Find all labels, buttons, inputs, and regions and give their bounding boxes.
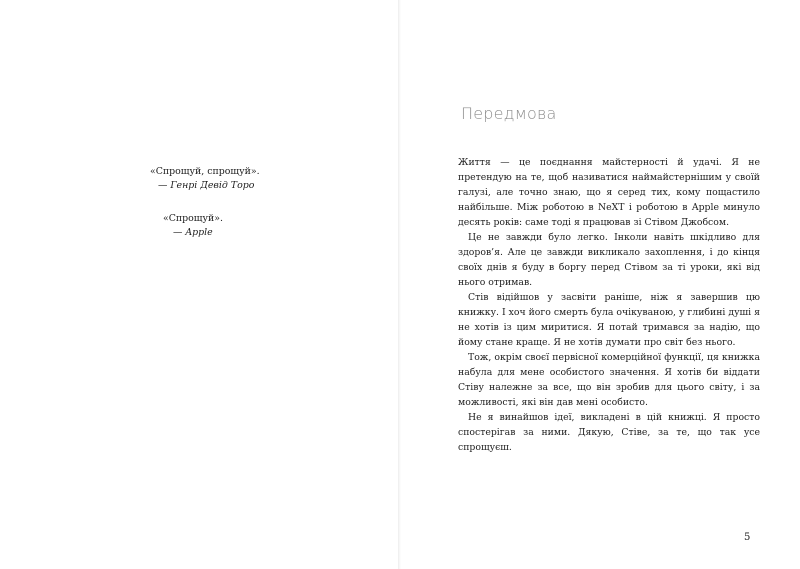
paragraph: Не я винайшов ідеї, викладені в цій книжці. Я просто спостерігав за ними. Дякую, Стіве, за те, що так усе спрощуєш.: [458, 412, 760, 453]
paragraph: Стів відійшов у засвіти раніше, ніж я завершив цю книжку. І хоч його смерть була очікуваною, у глибині душі я не хотів із цим миритися. Я потай тримався за надію, що йому стане краще. Я не хотів думати про світ без нього.: [458, 292, 760, 348]
paragraph: Життя — це поєднання майстерності й удачі. Я не претендую на те, щоб називатися наймайстернішим у своїй галузі, але точно знаю, що я серед тих, кому пощастило найбільше. Між роботою в NeXT і роботою в Apple минуло десять років: саме тоді я працював зі Стівом Джобсом.: [458, 157, 760, 228]
paragraph: Тож, окрім своєї первісної комерційної функції, ця книжка набула для мене особистого значення. Я хотів би віддати Стіву належне за все, що він зробив для цього світу, і за можливості, які він дав мені особисто.: [458, 352, 760, 408]
paragraph: Це не завжди було легко. Інколи навіть шкідливо для здоров’я. Але це завжди викликало захоплення, і до кінця своїх днів я буду в боргу перед Стівом за ті уроки, які від нього отримав.: [458, 232, 760, 288]
epigraph-apple: [163, 212, 223, 240]
epigraph-thoreau: [150, 165, 260, 193]
epigraph-quote: «Спрощуй».: [163, 213, 223, 224]
epigraph-quote: «Спрощуй, спрощуй».: [150, 166, 260, 177]
body-text: [458, 155, 760, 455]
chapter-title: Передмова: [461, 104, 557, 123]
epigraph-attribution: — Генрі Девід Торо: [158, 180, 255, 191]
page-number: 5: [744, 532, 751, 543]
left-page: [0, 0, 398, 569]
epigraph-attribution: — Apple: [173, 227, 213, 238]
